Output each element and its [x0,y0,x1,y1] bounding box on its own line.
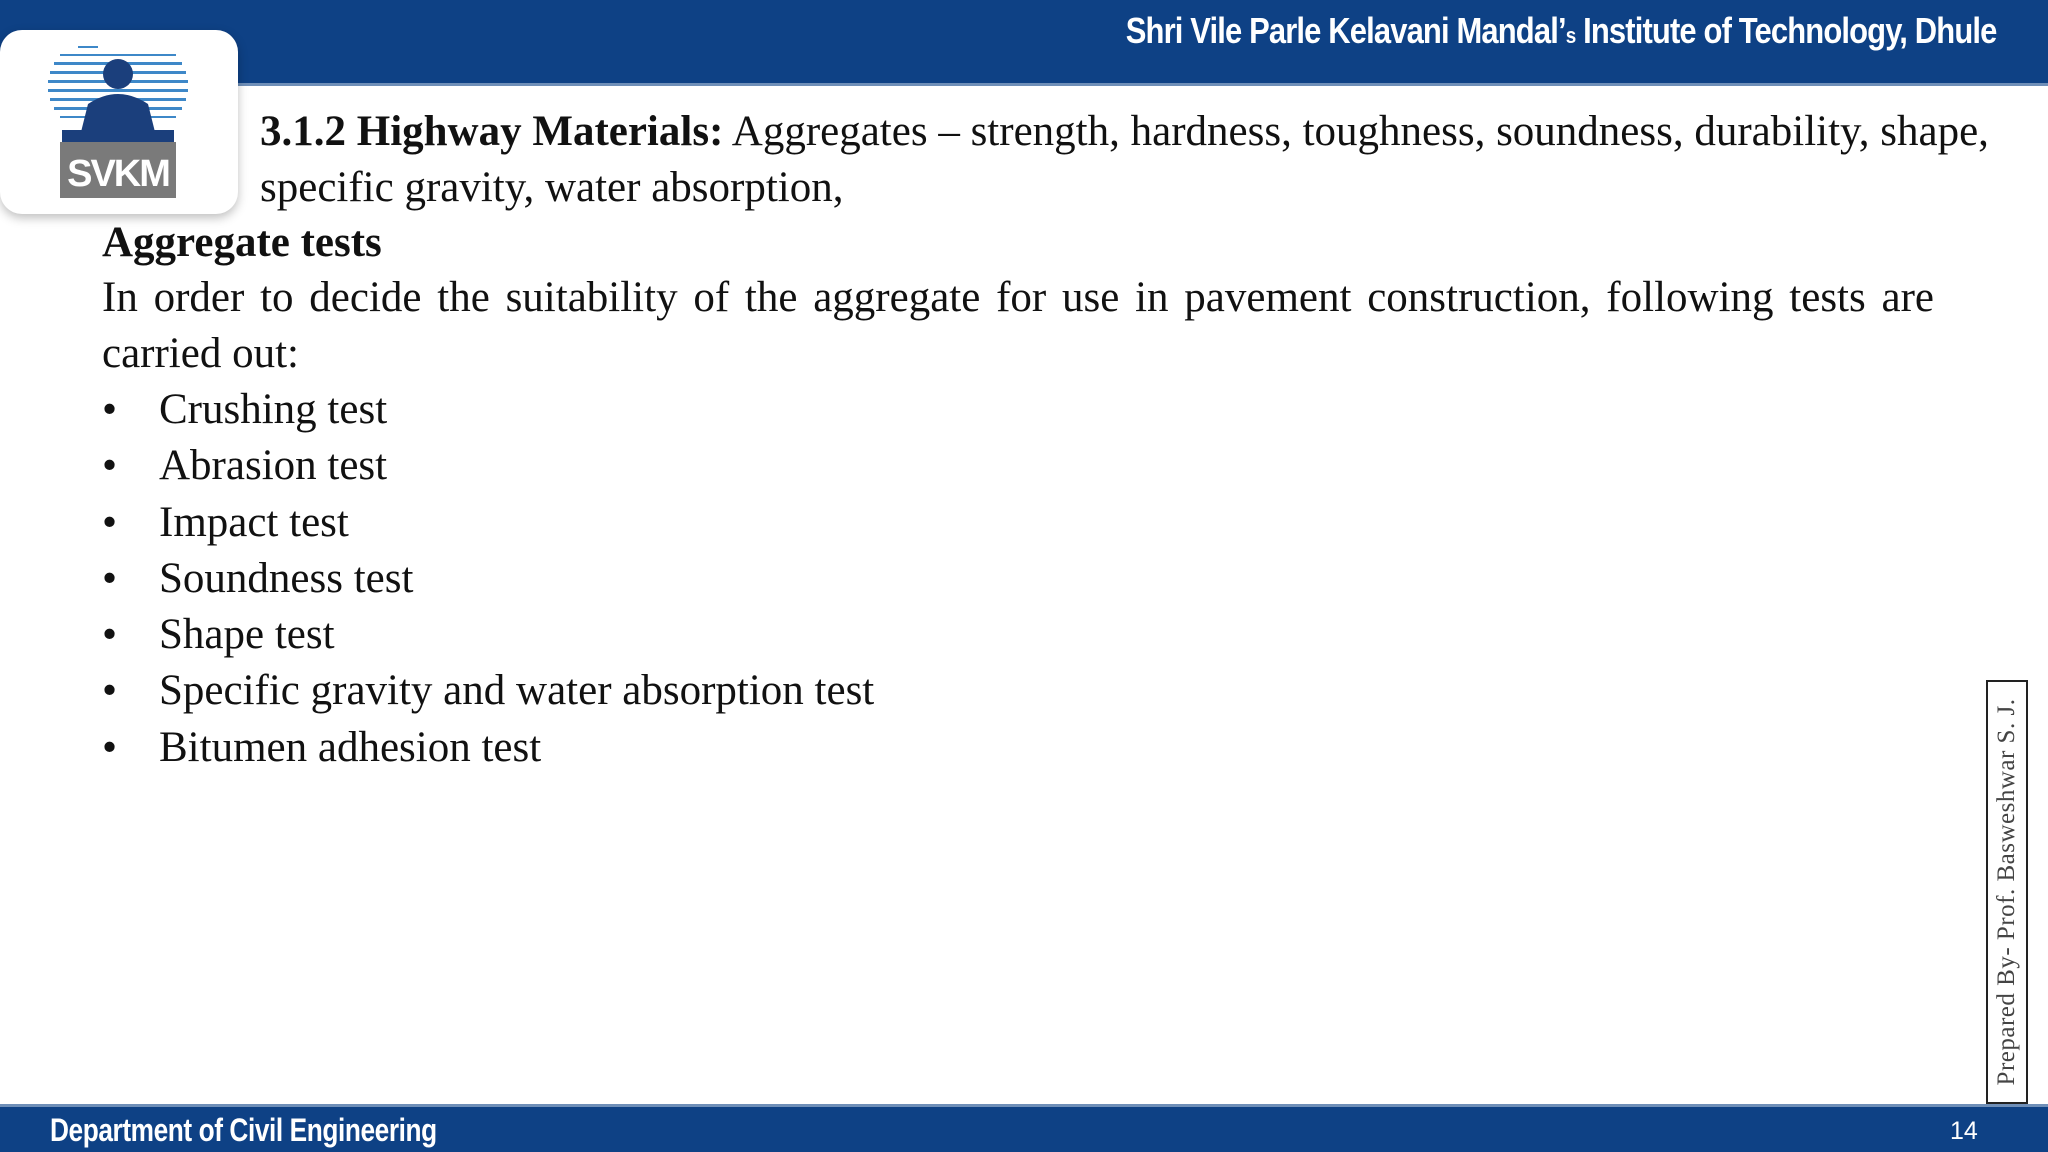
intro-paragraph: In order to decide the suitability of the aggregate for use in pavement construction, following tests are carried out: [102,274,1934,377]
list-item: • Impact test [102,495,874,551]
prepared-by-box [1986,680,2028,1104]
list-item: • Shape test [102,607,874,663]
heading-label: 3.1.2 Highway Materials: [260,108,724,155]
page-number: 14 [1950,1117,1978,1145]
svkm-logo [0,30,238,214]
list-item: • Crushing test [102,382,874,438]
logo-text: SVKM [67,153,169,195]
svkm-logo-icon [48,44,188,202]
list-item: • Bitumen adhesion test [102,720,874,776]
list-item: • Soundness test [102,551,874,607]
bullet-icon: • [102,667,118,715]
list-item: • Abrasion test [102,438,874,494]
header-bar [0,0,2048,86]
slide-heading [260,104,2020,216]
test-list [102,382,874,776]
bullet-icon: • [102,498,118,546]
section-title: Aggregate tests [102,219,382,266]
bullet-icon: • [102,611,118,659]
bullet-icon: • [102,442,118,490]
footer-bar [0,1104,2048,1152]
bullet-icon: • [102,386,118,433]
heading-text: Aggregates – strength, hardness, toughness, soundness, durability, shape, specific gravity, water absorption, [260,108,1989,211]
list-item: • Specific gravity and water absorption test [102,663,874,719]
institute-name: Shri Vile Parle Kelavani Mandal’s Institute of Technology, Dhule [1125,10,1996,51]
bullet-icon: • [102,554,118,602]
department-name: Department of Civil Engineering [50,1112,437,1148]
bullet-icon: • [102,723,118,771]
prepared-by-text: Prepared By- Prof. Basweshwar S. J. [1993,698,2020,1086]
